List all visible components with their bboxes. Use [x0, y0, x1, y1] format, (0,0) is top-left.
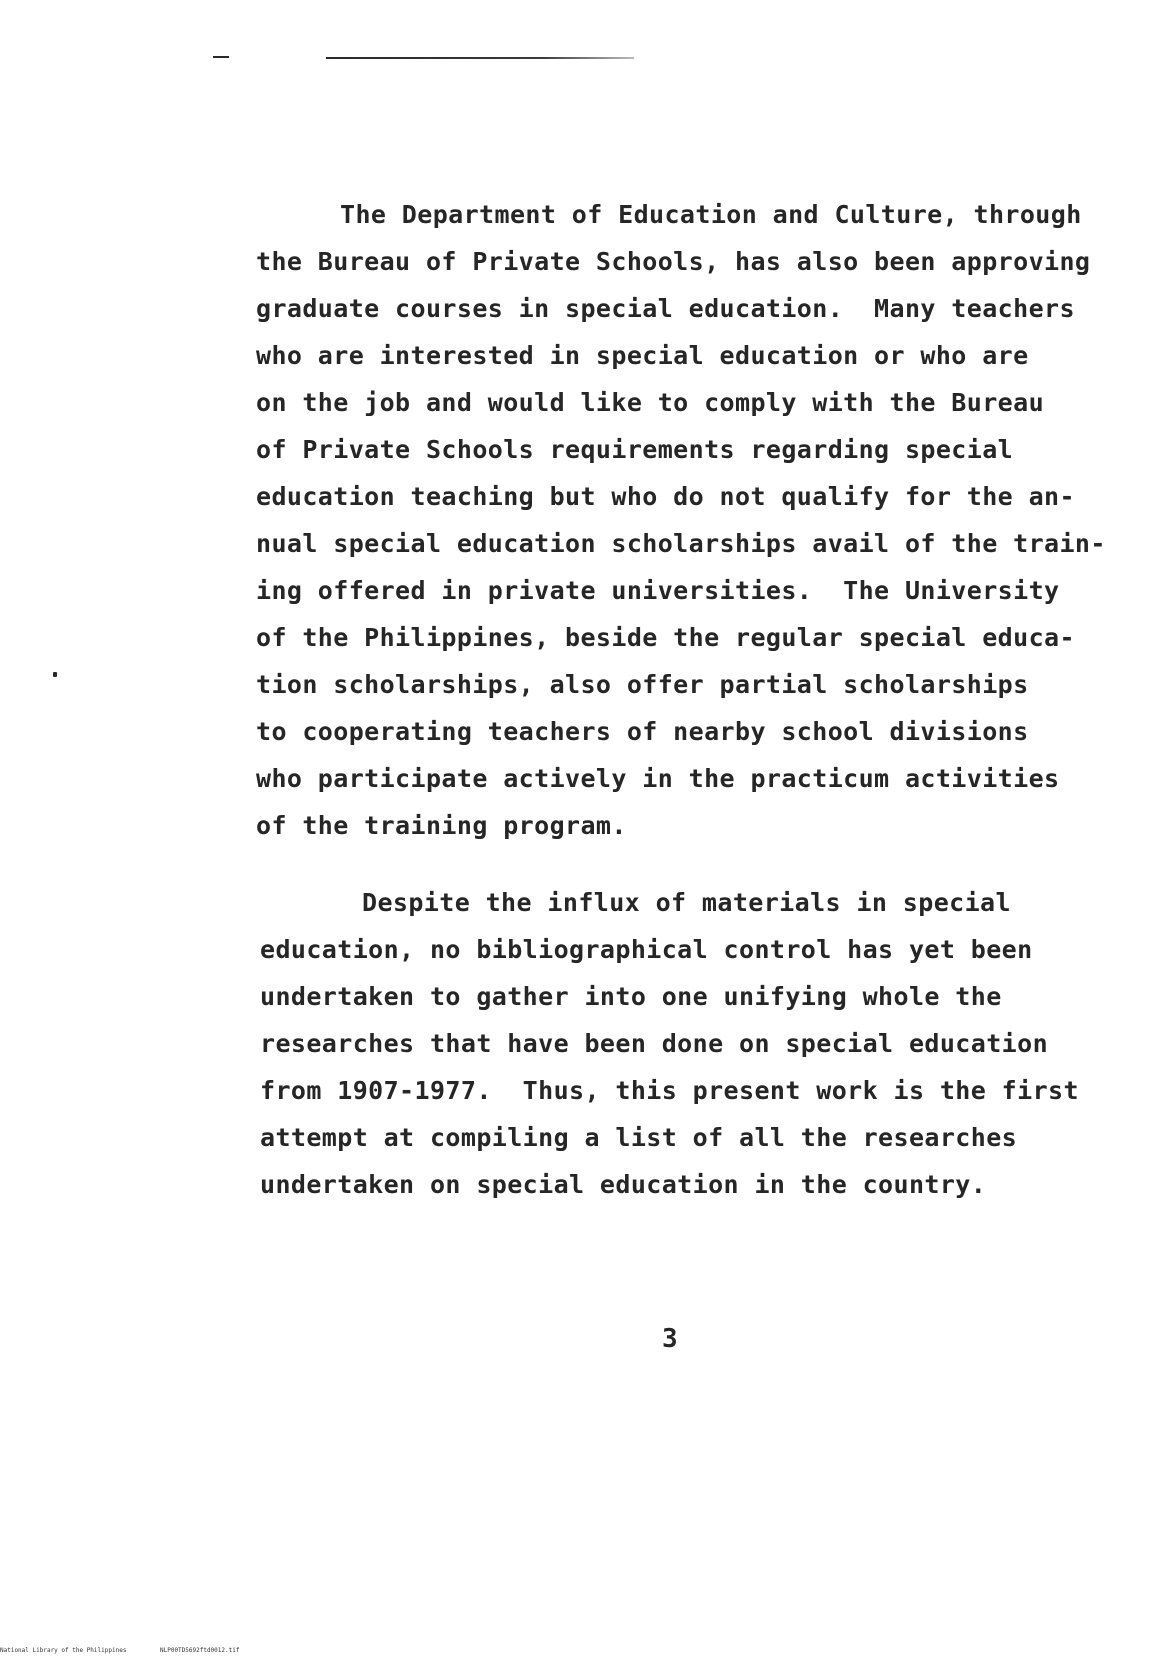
text-line: The Department of Education and Culture, through: [340, 200, 1082, 229]
text-line: undertaken to gather into one unifying whole the: [260, 982, 1002, 1011]
text-line: nual special education scholarships avail of the train-: [256, 529, 1106, 558]
text-line: Despite the influx of materials in special: [362, 888, 1011, 917]
text-line: of the Philippines, beside the regular special educa-: [256, 623, 1075, 652]
text-line: graduate courses in special education. Many teachers: [256, 294, 1075, 323]
text-line: attempt at compiling a list of all the researches: [260, 1123, 1018, 1152]
scan-speck: [53, 672, 57, 677]
page-number: 3: [662, 1324, 678, 1354]
footer-library-name: National Library of the Philippines: [0, 1647, 127, 1654]
text-line: researches that have been done on special education: [260, 1029, 1049, 1058]
text-line: from 1907-1977. Thus, this present work is the first: [260, 1076, 1079, 1105]
text-line: who participate actively in the practicum activities: [256, 764, 1060, 793]
text-line: to cooperating teachers of nearby school divisions: [256, 717, 1029, 746]
text-line: the Bureau of Private Schools, has also been approving: [256, 247, 1091, 276]
footer-file-name: NLP00TD5692ftd0012.tif: [160, 1647, 240, 1654]
text-line: who are interested in special education or who are: [256, 341, 1029, 370]
text-line: education, no bibliographical control has yet been: [260, 935, 1033, 964]
text-line: tion scholarships, also offer partial scholarships: [256, 670, 1029, 699]
header-rule-short: [213, 56, 229, 58]
header-rule-long: [326, 57, 634, 59]
text-line: of Private Schools requirements regarding special: [256, 435, 1014, 464]
text-line: on the job and would like to comply with the Bureau: [256, 388, 1045, 417]
text-line: undertaken on special education in the country.: [260, 1170, 987, 1199]
text-line: ing offered in private universities. The University: [256, 576, 1060, 605]
text-line: education teaching but who do not qualify for the an-: [256, 482, 1075, 511]
text-line: of the training program.: [256, 811, 627, 840]
